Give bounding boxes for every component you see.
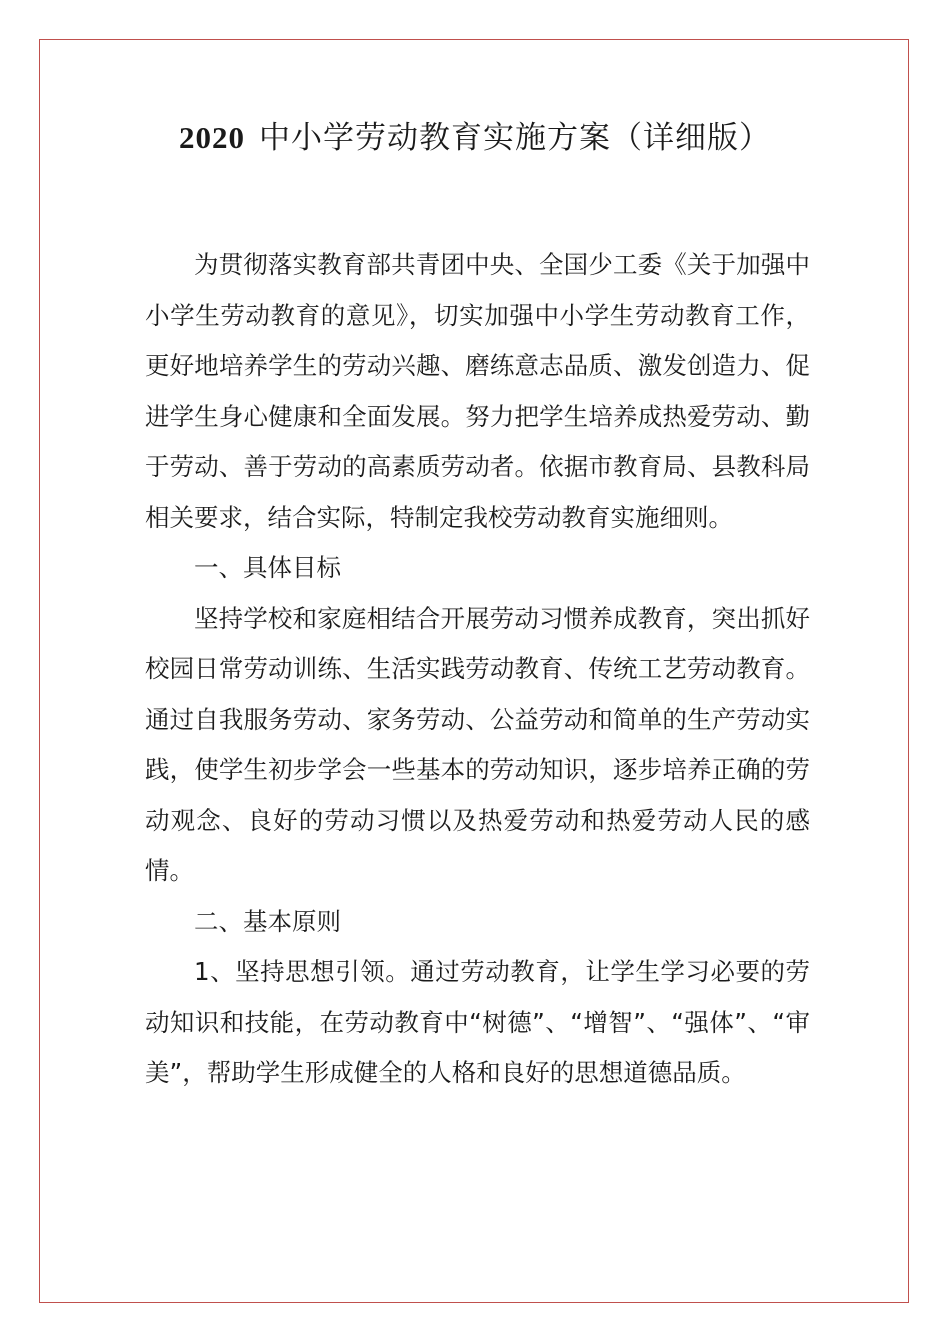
section-heading-principles: 二、基本原则 <box>194 906 341 936</box>
paragraph-intro: 为贯彻落实教育部共青团中央、全国少工委《关于加强中小学生劳动教育的意见》，切实加强中小学生劳动教育工作，更好地培养学生的劳动兴趣、磨练意志品质、激发创造力、促进学生身心健康和全面发展。努力把学生培养成热爱劳动、勤于劳动、善于劳动的高素质劳动者。依据市教育局、县教科局相关要求，结合实际，特制定我校劳动教育实施细则。 <box>145 250 810 532</box>
document-title <box>0 112 950 157</box>
paragraph-principle-1: 1、坚持思想引领。通过劳动教育，让学生学习必要的劳动知识和技能，在劳动教育中“树德”、“增智”、“强体”、“审美”，帮助学生形成健全的人格和良好的思想道德品质。 <box>145 957 810 1087</box>
title-text: 中小学劳动教育实施方案（详细版） <box>259 120 771 156</box>
section-heading-goals: 一、具体目标 <box>194 553 341 582</box>
document-body <box>145 240 810 1099</box>
paragraph-goals: 坚持学校和家庭相结合开展劳动习惯养成教育，突出抓好校园日常劳动训练、生活实践劳动教育、传统工艺劳动教育。通过自我服务劳动、家务劳动、公益劳动和简单的生产劳动实践，使学生初步学会一些基本的劳动知识，逐步培养正确的劳动观念、良好的劳动习惯以及热爱劳动和热爱劳动人民的感情。 <box>145 603 810 885</box>
title-year: 2020 <box>179 120 245 155</box>
